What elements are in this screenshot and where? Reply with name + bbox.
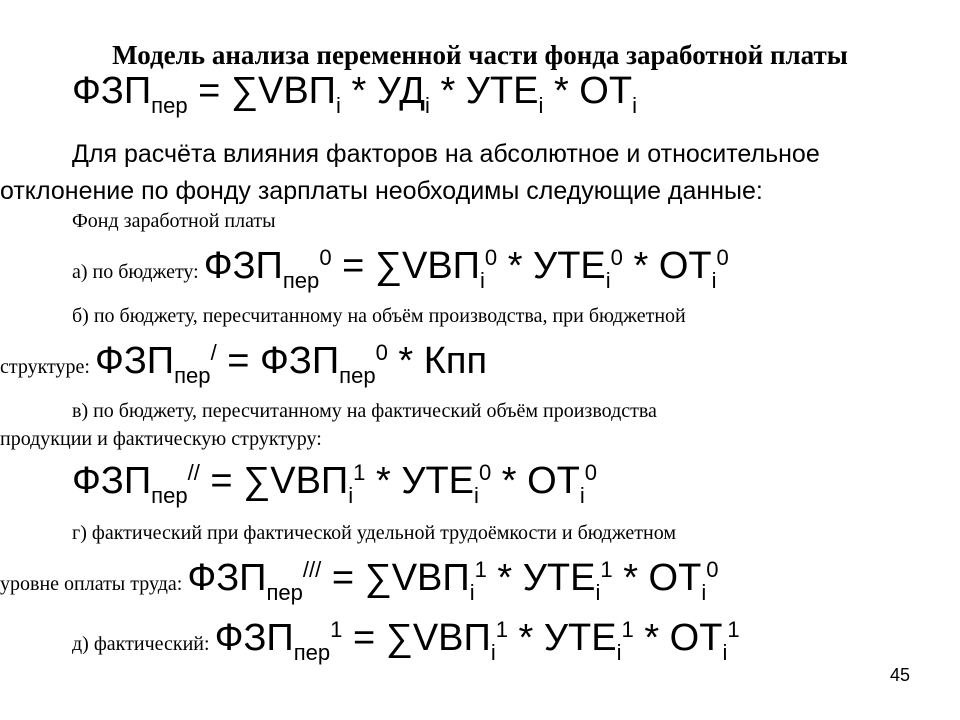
- item-c-formula: $ФЗП_{пер}^{//} = \sum VВП_i^1 * УТЕ_i^0 * ОТ_i^0$: [72, 459, 598, 508]
- item-label: а) по бюджету:: [72, 261, 204, 283]
- intro-line-2: отклонение по фонду зарплаты необходимы следующие данные:: [0, 177, 763, 205]
- item-c-line-2: продукции и фактическую структуру:: [0, 428, 322, 450]
- intro-line-1: Для расчёта влияния факторов на абсолютное и относительное: [72, 140, 820, 168]
- item-d-line-1: г) фактический при фактической удельной трудоёмкости и бюджетном: [72, 522, 677, 544]
- item-formula: $ФЗП_{пер}^0 = \sum VВП_i^0 * УТЕ_i^0 * ОТ_i^0$: [203, 244, 729, 293]
- formula-subscript: i: [336, 92, 341, 118]
- item-label: структуре:: [0, 356, 95, 378]
- formula-subscript: i: [424, 92, 430, 118]
- formula-subscript: i: [632, 92, 637, 118]
- item-c-line-1: в) по бюджету, пересчитанному на фактический объём производства: [72, 400, 657, 422]
- page-number: 45: [889, 665, 910, 685]
- formula-term: * УД: [340, 70, 425, 112]
- item-formula: $ФЗП_{пер}^/ = ФЗП_{пер}^0$ * Кпп: [94, 339, 488, 388]
- slide-title: Модель анализа переменной части фонда заработной платы: [112, 40, 848, 70]
- fund-label: Фонд заработной платы: [72, 210, 276, 232]
- item-a: [72, 244, 729, 293]
- formula-lhs: ФЗП: [72, 70, 152, 112]
- formula-term: = ∑VВП: [187, 70, 336, 112]
- item-label: уровне оплаты труда:: [0, 573, 188, 595]
- item-d: [0, 556, 719, 605]
- formula-subscript: i: [538, 92, 544, 118]
- item-formula: $ФЗП_{пер}^{///} = \sum VВП_i^1 * УТЕ_i^1 * ОТ_i^0$: [187, 556, 719, 605]
- item-label: д) фактический:: [72, 633, 215, 655]
- formula-term: * ОТ: [543, 70, 633, 112]
- main-formula: [72, 70, 637, 118]
- item-b-line-1: б) по бюджету, пересчитанному на объём производства, при бюджетной: [72, 305, 686, 327]
- item-b: [0, 339, 488, 388]
- formula-subscript: пер: [151, 92, 188, 118]
- item-e: [72, 616, 740, 665]
- formula-term: * УТЕ: [429, 70, 539, 112]
- item-formula: $ФЗП_{пер}^1 = \sum VВП_i^1 * УТЕ_i^1 * ОТ_i^1$: [214, 616, 740, 665]
